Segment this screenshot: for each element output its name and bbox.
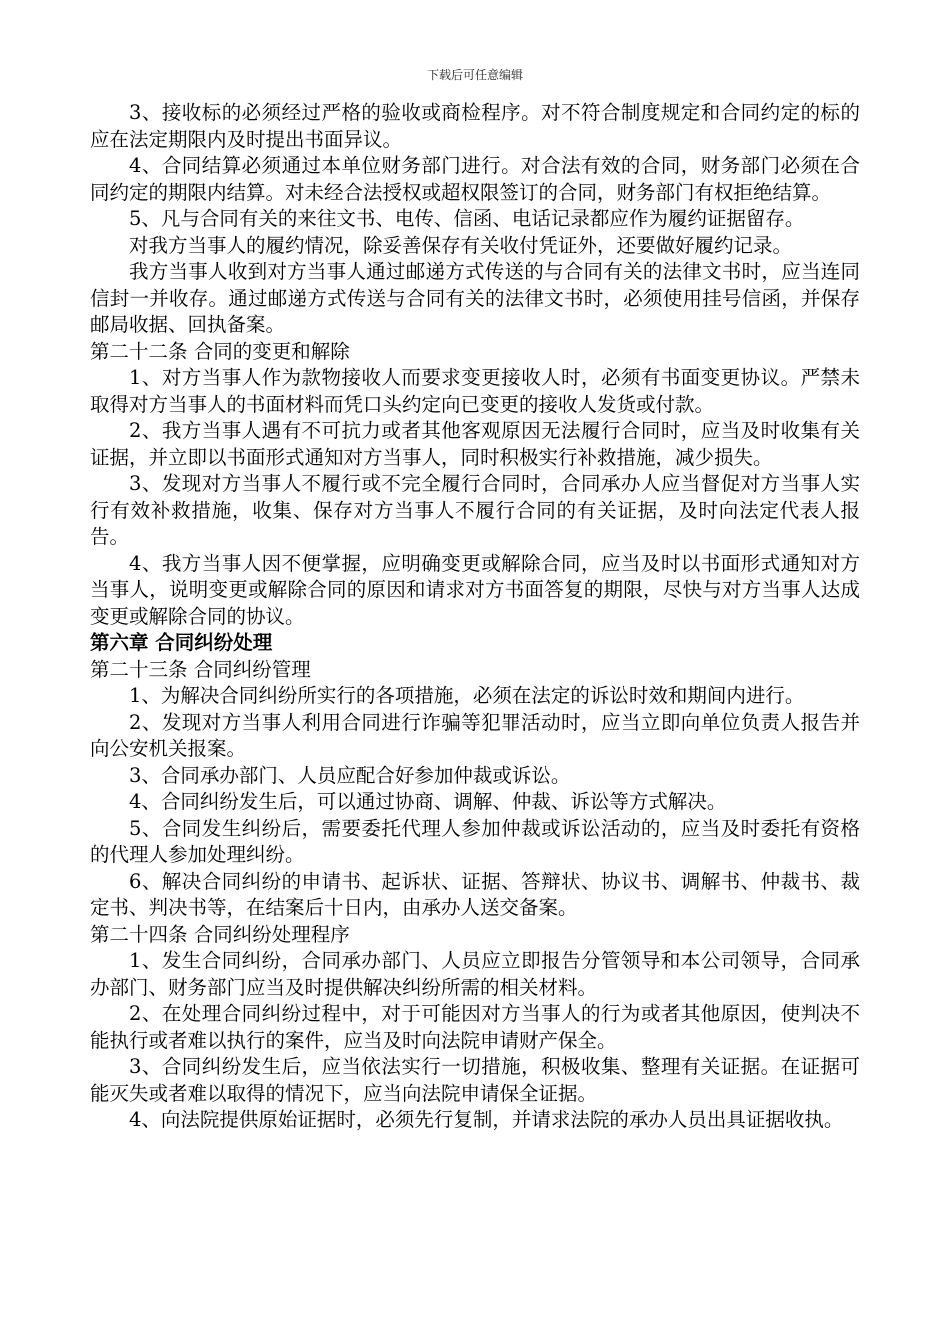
paragraph: 4、向法院提供原始证据时，必须先行复制，并请求法院的承办人员出具证据收执。	[129, 1108, 844, 1131]
document-body	[90, 100, 860, 1134]
paragraph: 2、发现对方当事人利用合同进行诈骗等犯罪活动时，应当立即向单位负责人报告并向公安机关报案。	[90, 710, 860, 760]
paragraph: 6、解决合同纠纷的申请书、起诉状、证据、答辩状、协议书、调解书、仲裁书、裁定书、判决书等，在结案后十日内，由承办人送交备案。	[90, 869, 860, 919]
paragraph: 1、对方当事人作为款物接收人而要求变更接收人时，必须有书面变更协议。严禁未取得对方当事人的书面材料而凭口头约定向已变更的接收人发货或付款。	[90, 366, 860, 416]
paragraph: 5、合同发生纠纷后，需要委托代理人参加仲裁或诉讼活动的，应当及时委托有资格的代理人参加处理纠纷。	[90, 816, 860, 866]
paragraph: 4、我方当事人因不便掌握，应明确变更或解除合同，应当及时以书面形式通知对方当事人，说明变更或解除合同的原因和请求对方书面答复的期限，尽快与对方当事人达成变更或解除合同的协议。	[90, 551, 860, 628]
paragraph: 1、为解决合同纠纷所实行的各项措施，必须在法定的诉讼时效和期间内进行。	[129, 684, 805, 707]
paragraph: 4、合同结算必须通过本单位财务部门进行。对合法有效的合同，财务部门必须在合同约定的期限内结算。对未经合法授权或超权限签订的合同，财务部门有权拒绝结算。	[90, 154, 860, 204]
paragraph: 2、我方当事人遇有不可抗力或者其他客观原因无法履行合同时，应当及时收集有关证据，并立即以书面形式通知对方当事人，同时积极实行补救措施，减少损失。	[90, 419, 860, 469]
page-header: 下载后可任意编辑	[426, 68, 523, 82]
article-title: 第二十二条 合同的变更和解除	[90, 339, 350, 363]
paragraph: 3、合同纠纷发生后，应当依法实行一切措施，积极收集、整理有关证据。在证据可能灭失或者难以取得的情况下，应当向法院申请保全证据。	[90, 1055, 860, 1105]
paragraph: 1、发生合同纠纷，合同承办部门、人员应立即报告分管领导和本公司领导，合同承办部门、财务部门应当及时提供解决纠纷所需的相关材料。	[90, 949, 860, 999]
article-title: 第二十四条 合同纠纷处理程序	[90, 922, 350, 946]
paragraph: 3、发现对方当事人不履行或不完全履行合同时，合同承办人应当督促对方当事人实行有效补救措施，收集、保存对方当事人不履行合同的有关证据，及时向法定代表人报告。	[90, 472, 860, 548]
paragraph: 2、在处理合同纠纷过程中，对于可能因对方当事人的行为或者其他原因，使判决不能执行或者难以执行的案件，应当及时向法院申请财产保全。	[90, 1002, 860, 1052]
paragraph: 5、凡与合同有关的来往文书、电传、信函、电话记录都应作为履约证据留存。	[129, 207, 805, 230]
article-title: 第二十三条 合同纠纷管理	[90, 657, 311, 681]
paragraph: 3、接收标的必须经过严格的验收或商检程序。对不符合制度规定和合同约定的标的应在法定期限内及时提出书面异议。	[90, 101, 860, 151]
chapter-heading: 第六章 合同纠纷处理	[90, 631, 273, 654]
paragraph: 对我方当事人的履约情况，除妥善保存有关收付凭证外，还要做好履约记录。	[129, 233, 793, 257]
paragraph: 3、合同承办部门、人员应配合好参加仲裁或诉讼。	[129, 763, 571, 787]
paragraph: 4、合同纠纷发生后，可以通过协商、调解、仲裁、诉讼等方式解决。	[129, 790, 727, 813]
paragraph: 我方当事人收到对方当事人通过邮递方式传送的与合同有关的法律文书时，应当连同信封一并收存。通过邮递方式传送与合同有关的法律文书时，必须使用挂号信函，并保存邮局收据、回执备案。	[90, 260, 860, 336]
